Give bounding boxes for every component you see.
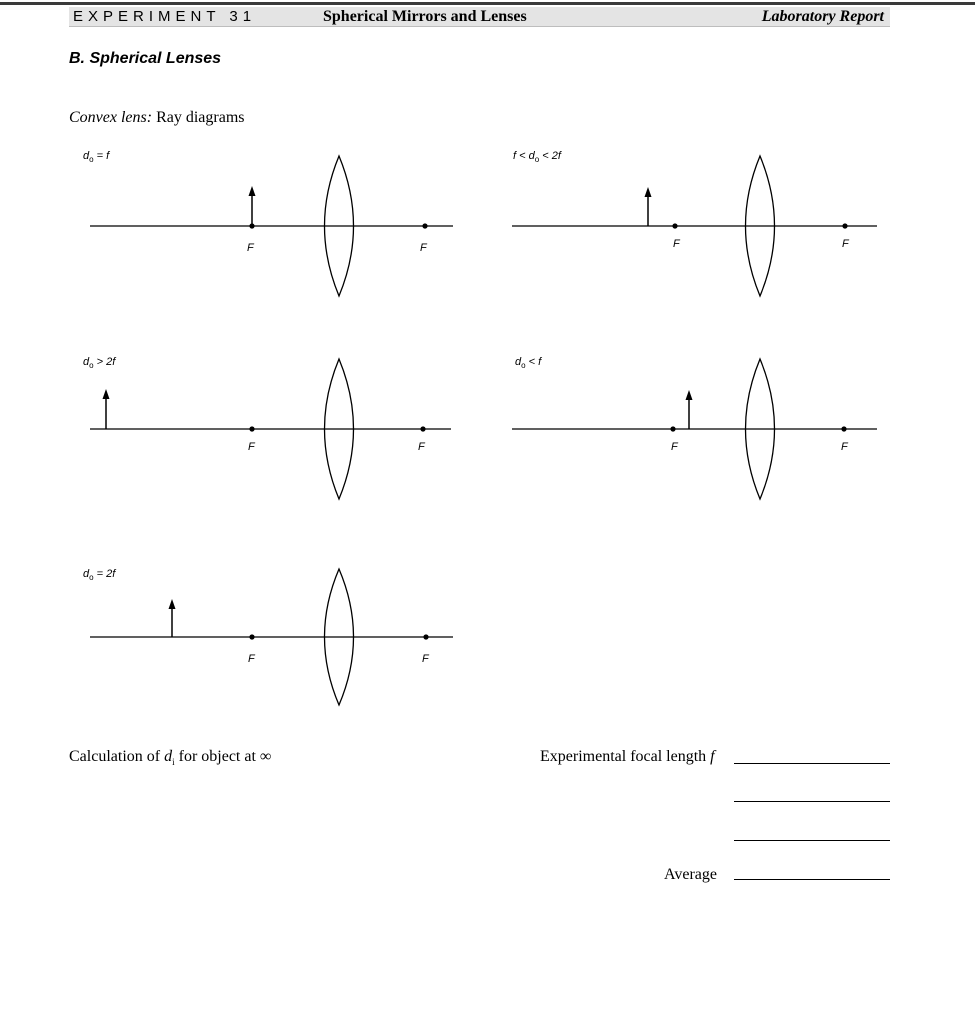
experimental-focal-length-label: Experimental focal length f <box>540 748 715 765</box>
focal-label-right: F <box>418 441 425 453</box>
ray-diagram-3 <box>85 353 465 508</box>
focal-label-left: F <box>248 441 255 453</box>
focal-label-left: F <box>671 441 678 453</box>
focal-point-right <box>842 223 847 228</box>
answer-line-2[interactable] <box>734 801 890 802</box>
condition-label-1: $d_o = f$ <box>83 150 110 165</box>
object-arrow-head <box>169 599 176 609</box>
focal-point-left <box>672 223 677 228</box>
condition-label-5: $d_o = 2f$ <box>83 568 116 583</box>
focal-label-left: F <box>247 242 254 254</box>
average-answer-line[interactable] <box>734 879 890 880</box>
condition-label-2: $f < d_o < 2f$ <box>513 150 561 165</box>
ray-diagram-5 <box>85 563 465 718</box>
focal-label-right: F <box>420 242 427 254</box>
object-arrow-head <box>103 389 110 399</box>
page-header <box>69 7 890 27</box>
focal-point-left <box>249 426 254 431</box>
answer-line-1[interactable] <box>734 763 890 764</box>
condition-label-4: $d_o < f$ <box>515 356 542 371</box>
focal-label-left: F <box>248 653 255 665</box>
ray-diagram-4 <box>505 353 885 508</box>
section-heading: B. Spherical Lenses <box>69 50 222 67</box>
focal-point-right <box>422 223 427 228</box>
calculation-label: Calculation of $d_i$ for object at ∞ <box>69 748 272 768</box>
average-label: Average <box>664 866 717 883</box>
experiment-title: Spherical Mirrors and Lenses <box>323 8 527 25</box>
ray-diagram-1 <box>85 150 465 305</box>
focal-point-right <box>420 426 425 431</box>
top-rule <box>0 2 975 5</box>
focal-point-left <box>249 223 254 228</box>
focal-label-left: F <box>673 238 680 250</box>
focal-point-right <box>841 426 846 431</box>
object-arrow-head <box>249 186 256 196</box>
focal-point-left <box>249 634 254 639</box>
focal-label-right: F <box>841 441 848 453</box>
experiment-label: EXPERIMENT 31 <box>73 8 257 25</box>
object-arrow-head <box>686 390 693 400</box>
focal-point-left <box>670 426 675 431</box>
report-label: Laboratory Report <box>761 8 884 25</box>
condition-label-3: $d_o > 2f$ <box>83 356 116 371</box>
answer-line-3[interactable] <box>734 840 890 841</box>
focal-label-right: F <box>842 238 849 250</box>
focal-point-right <box>423 634 428 639</box>
object-arrow-head <box>645 187 652 197</box>
focal-label-right: F <box>422 653 429 665</box>
subtitle-rest: Ray diagrams <box>152 109 245 126</box>
subtitle-italic: Convex lens: <box>69 109 153 126</box>
ray-diagram-2 <box>505 150 885 305</box>
subtitle <box>69 109 245 127</box>
